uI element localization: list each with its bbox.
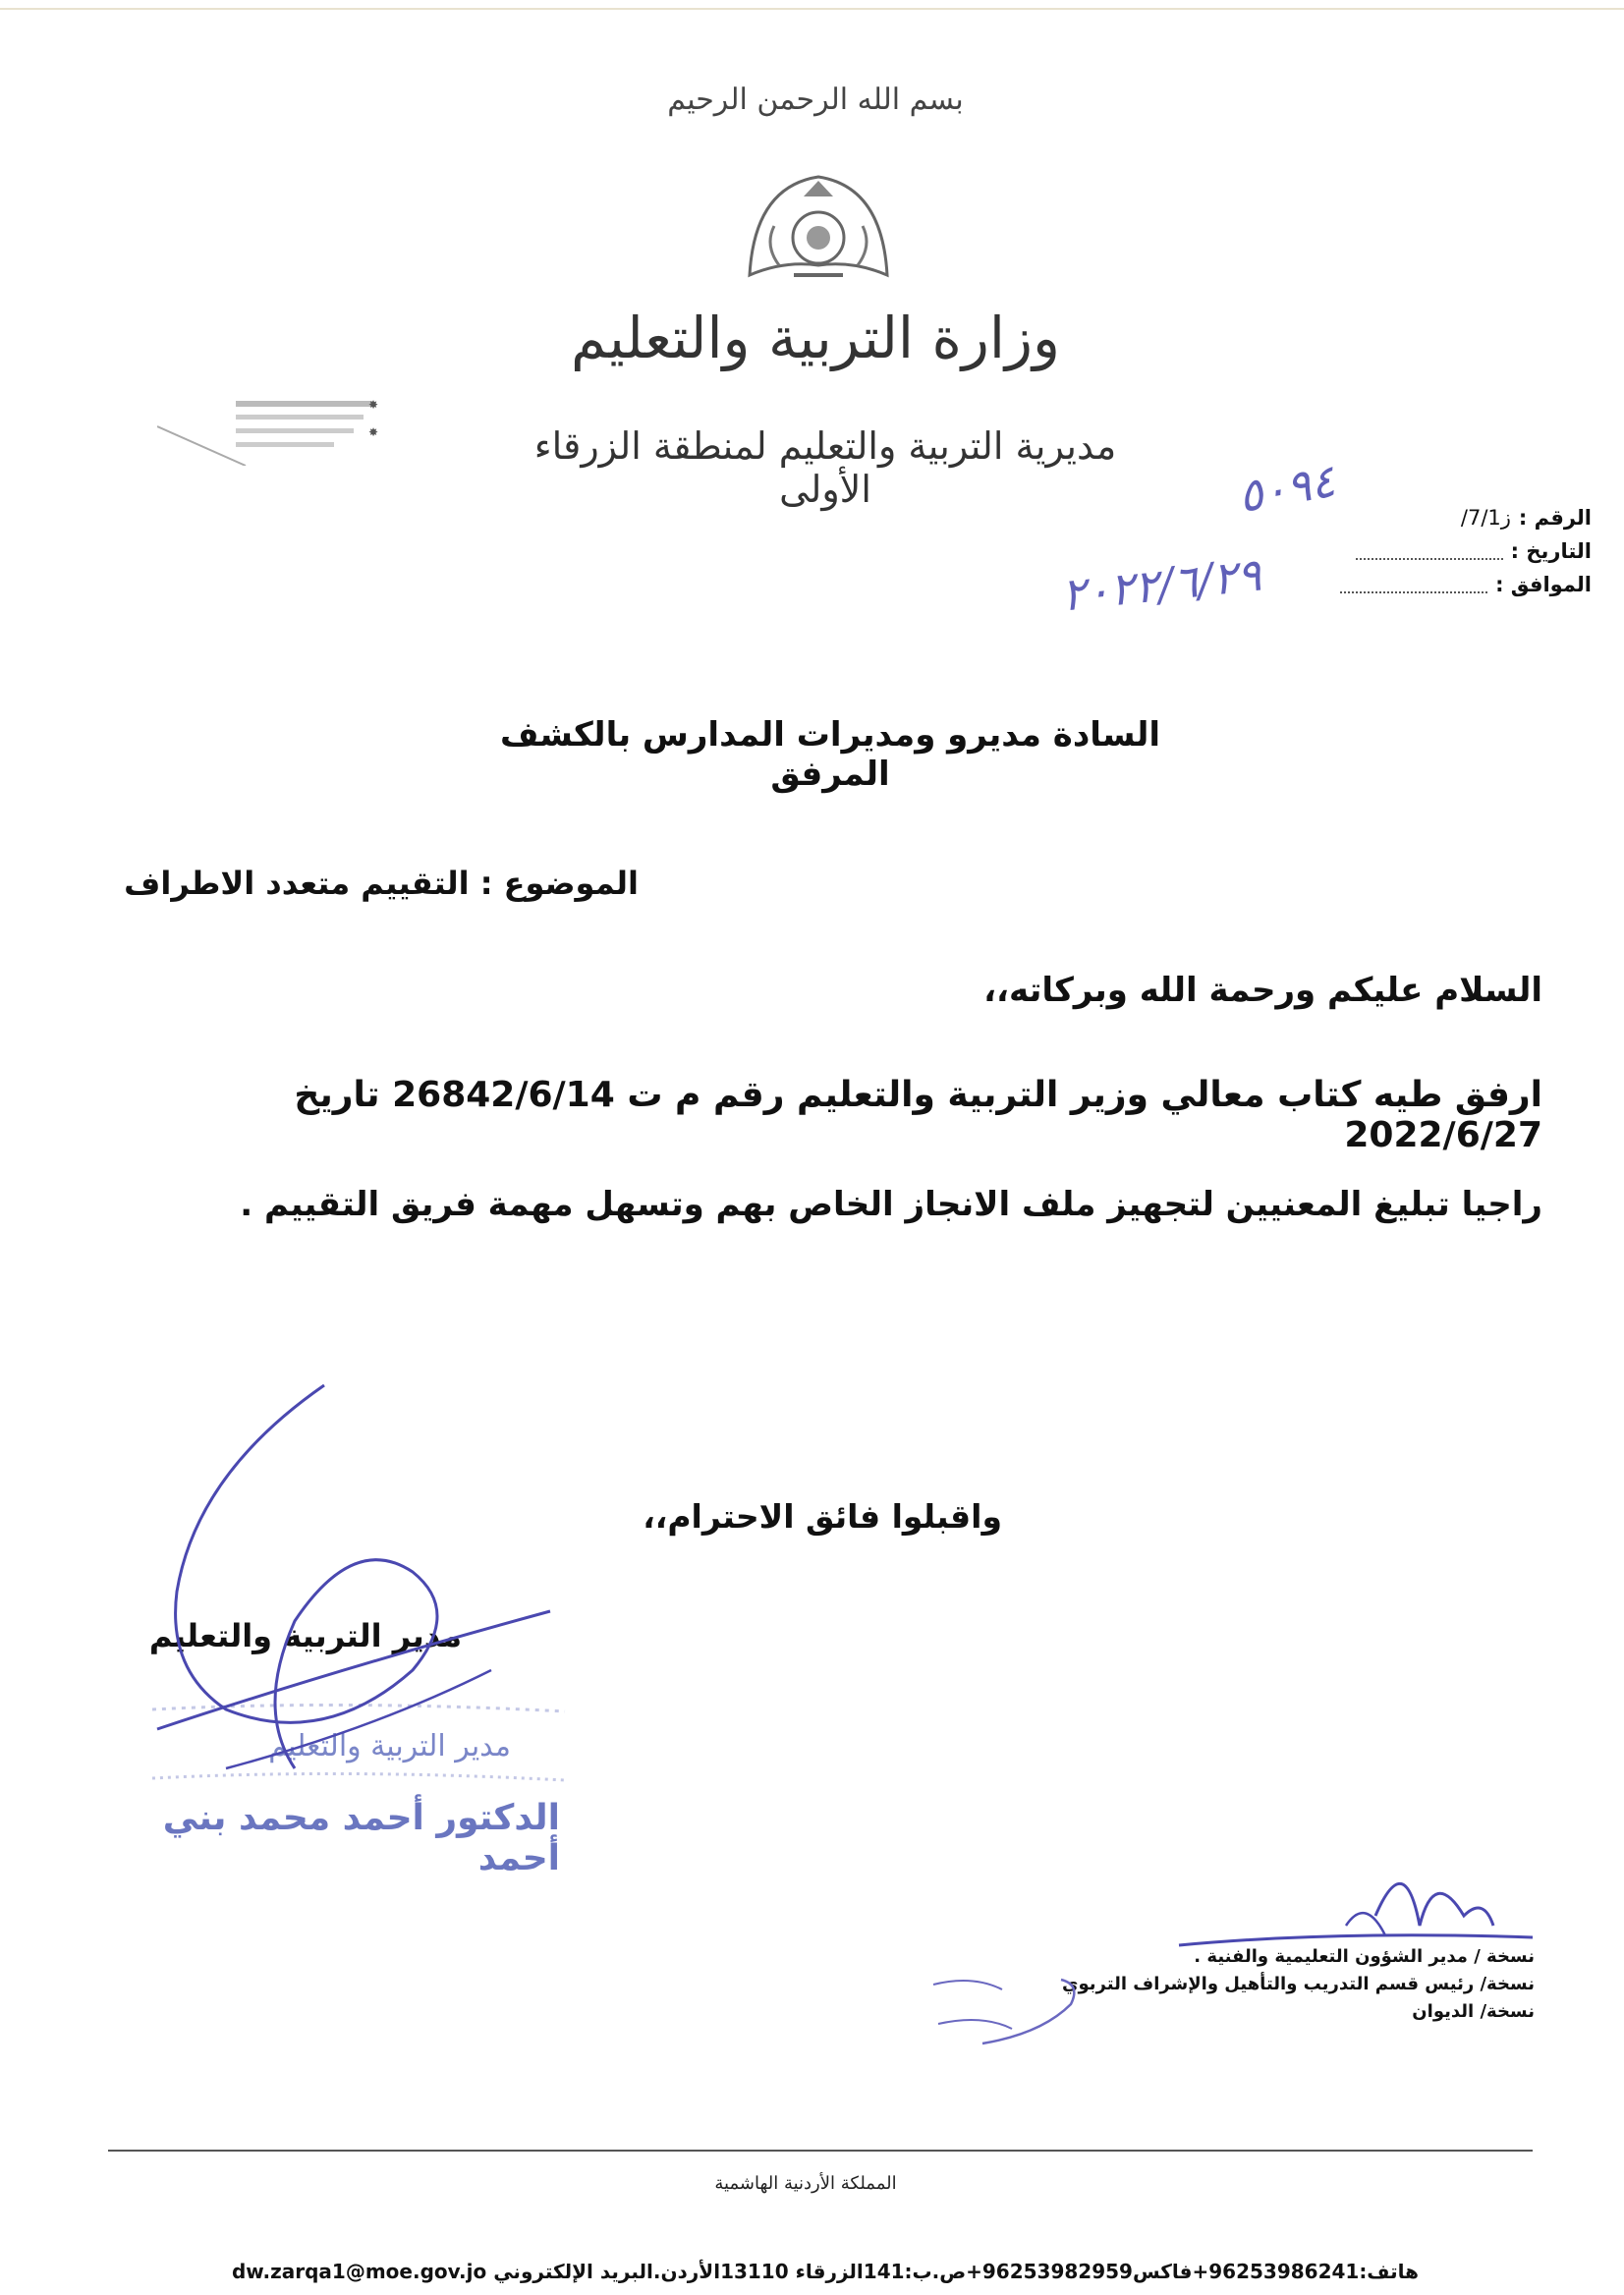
copies-list — [982, 1943, 1535, 2026]
subject-line: الموضوع : التقييم متعدد الاطراف — [124, 865, 639, 902]
footer-country: المملكة الأردنية الهاشمية — [714, 2173, 897, 2194]
handwritten-date: ٢٠٢٢/٦/٢٩ — [1058, 547, 1264, 622]
copy-line: نسخة/ رئيس قسم التدريب والتأهيل والإشراف التربوي — [1062, 1974, 1535, 1994]
copy-line: نسخة/ الديوان — [1412, 2001, 1535, 2022]
copy-line: نسخة / مدير الشؤون التعليمية والفنية . — [1194, 1946, 1535, 1967]
ref-number-label: الرقم : — [1518, 506, 1592, 530]
ref-hijri-label: الموافق : — [1495, 573, 1592, 596]
handwritten-ref-number: ٥٠٩٤ — [1234, 453, 1339, 524]
signatory-title: مدير التربية والتعليم — [148, 1617, 462, 1654]
greeting-line: السلام عليكم ورحمة الله وبركاته،، — [983, 971, 1542, 1010]
svg-text:✸: ✸ — [368, 425, 379, 439]
ref-date-label: التاريخ : — [1510, 539, 1592, 563]
ref-date-row — [1258, 534, 1592, 568]
footer-contact: هاتف:96253986241+فاكس96253982959+ص.ب:141الزرقاء 13110الأردن.البريد الإلكتروني dw.zarqa1@moe.gov.jo — [231, 2260, 1420, 2283]
directorate-name: مديرية التربية والتعليم لمنطقة الزرقاء الأولى — [533, 424, 1117, 511]
ref-date-dots — [1356, 534, 1503, 560]
svg-text:✸: ✸ — [368, 398, 379, 412]
stamp-name: الدكتور أحمد محمد بني أحمد — [162, 1798, 560, 1878]
body-paragraph-1: ارفق طيه كتاب معالي وزير التربية والتعليم رقم م ت 26842/6/14 تاريخ 2022/6/27 — [294, 1075, 1542, 1155]
bismillah: بسم الله الرحمن الرحيم — [667, 83, 964, 117]
stamp-title: مدير التربية والتعليم — [268, 1729, 511, 1763]
jordan-emblem-icon — [735, 167, 902, 295]
top-border — [0, 8, 1624, 10]
reference-block — [1258, 501, 1592, 601]
ref-number-value: ز7/1/ — [1460, 506, 1511, 530]
body-paragraph-2: راجيا تبليغ المعنيين لتجهيز ملف الانجاز الخاص بهم وتسهل مهمة فريق التقييم . — [240, 1185, 1542, 1224]
ministry-name: وزارة التربية والتعليم — [570, 305, 1060, 371]
small-seal-stamp — [157, 397, 383, 466]
ref-hijri-dots — [1340, 568, 1487, 593]
ref-hijri-row — [1258, 568, 1592, 601]
addressee-heading: السادة مديرو ومديرات المدارس بالكشف المرفق — [499, 715, 1161, 794]
closing-line: واقبلوا فائق الاحترام،، — [643, 1497, 1002, 1536]
footer-divider — [108, 2150, 1533, 2152]
